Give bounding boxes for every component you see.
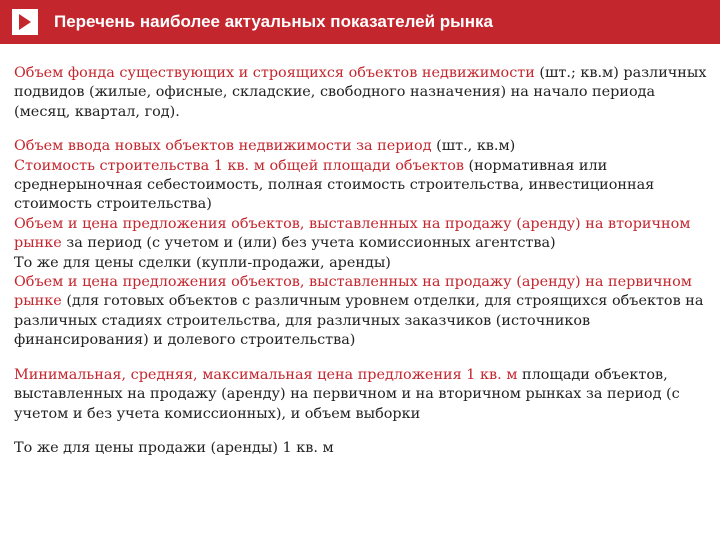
item-text: То же для цены продажи (аренды) 1 кв. м bbox=[14, 439, 334, 456]
chevron-right-icon bbox=[12, 9, 38, 35]
list-item bbox=[14, 157, 708, 215]
list-item bbox=[14, 215, 708, 254]
list-item bbox=[14, 137, 708, 156]
item-text: (шт., кв.м) bbox=[431, 138, 516, 155]
item-text: (шт.; кв.м) различных подвидов (жилые, офисные, складские, свободного назначения) на начало периода (месяц, квартал, год). bbox=[14, 65, 707, 120]
page-title: Перечень наиболее актуальных показателей рынка bbox=[54, 12, 493, 31]
item-highlight: Объем ввода новых объектов недвижимости за период bbox=[14, 138, 432, 155]
item-highlight: Объем и цена предложения объектов, выставленных на продажу (аренду) на первичном рынке bbox=[14, 274, 692, 310]
item-text: площади объектов, выставленных на продажу (аренду) на первичном и на вторичном рынках за период (с учетом и без учета комиссионных), и объем выборки bbox=[14, 366, 680, 422]
item-highlight: Минимальная, средняя, максимальная цена предложения 1 кв. м bbox=[14, 366, 518, 383]
list-item bbox=[14, 439, 708, 458]
list-item bbox=[14, 366, 708, 424]
item-highlight: Объем фонда существующих и строящихся объектов недвижимости bbox=[14, 65, 535, 81]
title-bar bbox=[0, 0, 720, 44]
list-item bbox=[14, 254, 708, 273]
item-text: (для готовых объектов с различным уровнем отделки, для строящихся объектов на различных стадиях строительства, для различных заказчиков (источников финансирования) и долевого строительства) bbox=[14, 293, 704, 349]
item-highlight: Объем и цена предложения объектов, выставленных на продажу (аренду) на вторичном рынке bbox=[14, 215, 691, 252]
indicator-list bbox=[14, 64, 708, 458]
list-item bbox=[14, 273, 708, 351]
item-highlight: Стоимость строительства 1 кв. м общей площади объектов bbox=[14, 157, 464, 174]
item-text: за период (с учетом и (или) без учета комиссионных агентства) bbox=[61, 235, 556, 252]
list-item bbox=[14, 64, 708, 122]
item-text: (нормативная или среднерыночная себестоимость, полная стоимость строительства, инвестиционная стоимость строительства) bbox=[14, 157, 655, 213]
item-text: То же для цены сделки (купли-продажи, аренды) bbox=[14, 254, 391, 271]
